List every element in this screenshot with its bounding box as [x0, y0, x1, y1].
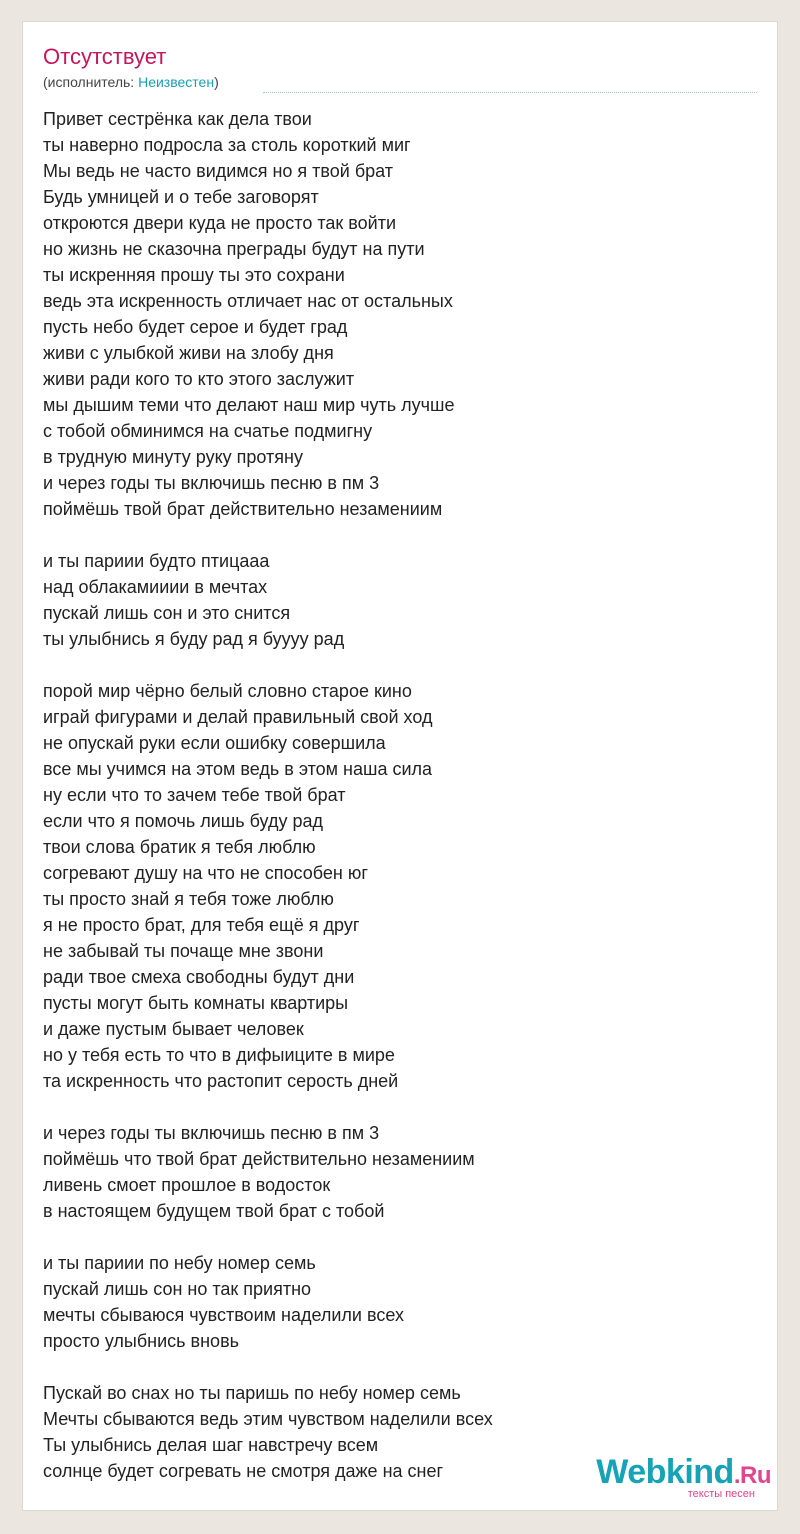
lyric-line: играй фигурами и делай правильный свой ход [43, 707, 433, 727]
lyric-line: ты искренняя прошу ты это сохрани [43, 265, 345, 285]
lyric-line: и через годы ты включишь песню в пм 3 [43, 473, 380, 493]
lyric-line: пускай лишь сон но так приятно [43, 1279, 312, 1299]
artist-link[interactable]: Неизвестен [138, 74, 215, 90]
lyric-line: ты улыбнись я буду рад я буууу рад [43, 629, 345, 649]
lyric-line: ты наверно подросла за столь короткий миг [43, 135, 411, 155]
lyric-line: но у тебя есть то что в дифыиците в мире [43, 1045, 395, 1065]
lyric-line: поймёшь твой брат действительно незамениим [43, 499, 443, 519]
lyric-line: Привет сестрёнка как дела твои [43, 109, 312, 129]
lyric-line: Мечты сбываются ведь этим чувством наделили всех [43, 1409, 493, 1429]
lyric-line: пускай лишь сон и это снится [43, 603, 291, 623]
lyric-line: просто улыбнись вновь [43, 1331, 240, 1351]
lyrics-stanza [43, 106, 763, 522]
lyric-line: и ты париии будто птицааа [43, 551, 270, 571]
lyrics-stanza [43, 678, 763, 1094]
lyric-line: над облакамииии в мечтах [43, 577, 268, 597]
lyric-line: в настоящем будущем твой брат с тобой [43, 1201, 385, 1221]
lyric-line: Мы ведь не часто видимся но я твой брат [43, 161, 394, 181]
lyric-line: солнце будет согревать не смотря даже на снег [43, 1461, 444, 1481]
lyric-line: та искренность что растопит серость дней [43, 1071, 399, 1091]
lyric-line: но жизнь не сказочна преграды будут на пути [43, 239, 425, 259]
lyric-line: все мы учимся на этом ведь в этом наша сила [43, 759, 433, 779]
lyrics-stanza [43, 548, 763, 652]
lyric-line: согревают душу на что не способен юг [43, 863, 368, 883]
lyrics-card [22, 21, 778, 1511]
logo-tld: .Ru [733, 1462, 771, 1489]
lyrics-body [43, 106, 763, 1510]
lyric-line: ливень смоет прошлое в водосток [43, 1175, 331, 1195]
artist-line [43, 73, 219, 91]
site-logo[interactable] [581, 1452, 771, 1504]
song-title: Отсутствует [43, 44, 167, 69]
lyrics-stanza [43, 1120, 763, 1224]
logo-tagline: тексты песен [687, 1488, 755, 1500]
lyric-line: и через годы ты включишь песню в пм 3 [43, 1123, 380, 1143]
lyric-line: порой мир чёрно белый словно старое кино [43, 681, 412, 701]
lyric-line: Пускай во снах но ты паришь по небу номер семь [43, 1383, 461, 1403]
lyric-line: откроются двери куда не просто так войти [43, 213, 397, 233]
title-divider [263, 92, 757, 93]
lyric-line: ведь эта искренность отличает нас от остальных [43, 291, 453, 311]
lyric-line: в трудную минуту руку протяну [43, 447, 303, 467]
artist-suffix: ) [214, 74, 219, 90]
lyric-line: если что я помочь лишь буду рад [43, 811, 323, 831]
lyric-line: ты просто знай я тебя тоже люблю [43, 889, 334, 909]
lyric-line: мы дышим теми что делают наш мир чуть лучше [43, 395, 455, 415]
lyric-line: поймёшь что твой брат действительно незамениим [43, 1149, 475, 1169]
lyric-line: и ты париии по небу номер семь [43, 1253, 316, 1273]
logo-name: Webkind [596, 1453, 734, 1491]
lyric-line: Будь умницей и о тебе заговорят [43, 187, 319, 207]
lyric-line: живи с улыбкой живи на злобу дня [43, 343, 334, 363]
lyric-line: с тобой обминимся на счатье подмигну [43, 421, 373, 441]
lyric-line: живи ради кого то кто этого заслужит [43, 369, 355, 389]
lyric-line: не опускай руки если ошибку совершила [43, 733, 386, 753]
lyric-line: и даже пустым бывает человек [43, 1019, 304, 1039]
lyric-line: я не просто брат, для тебя ещё я друг [43, 915, 360, 935]
lyric-line: ради твое смеха свободны будут дни [43, 967, 355, 987]
lyric-line: твои слова братик я тебя люблю [43, 837, 316, 857]
lyrics-stanza [43, 1250, 763, 1354]
lyric-line: мечты сбываюся чувствоим наделили всех [43, 1305, 404, 1325]
lyric-line: пусты могут быть комнаты квартиры [43, 993, 349, 1013]
artist-prefix: (исполнитель: [43, 74, 139, 90]
lyric-line: ну если что то зачем тебе твой брат [43, 785, 346, 805]
lyric-line: пусть небо будет серое и будет град [43, 317, 348, 337]
lyric-line: не забывай ты почаще мне звони [43, 941, 324, 961]
lyric-line: Ты улыбнись делая шаг навстречу всем [43, 1435, 379, 1455]
